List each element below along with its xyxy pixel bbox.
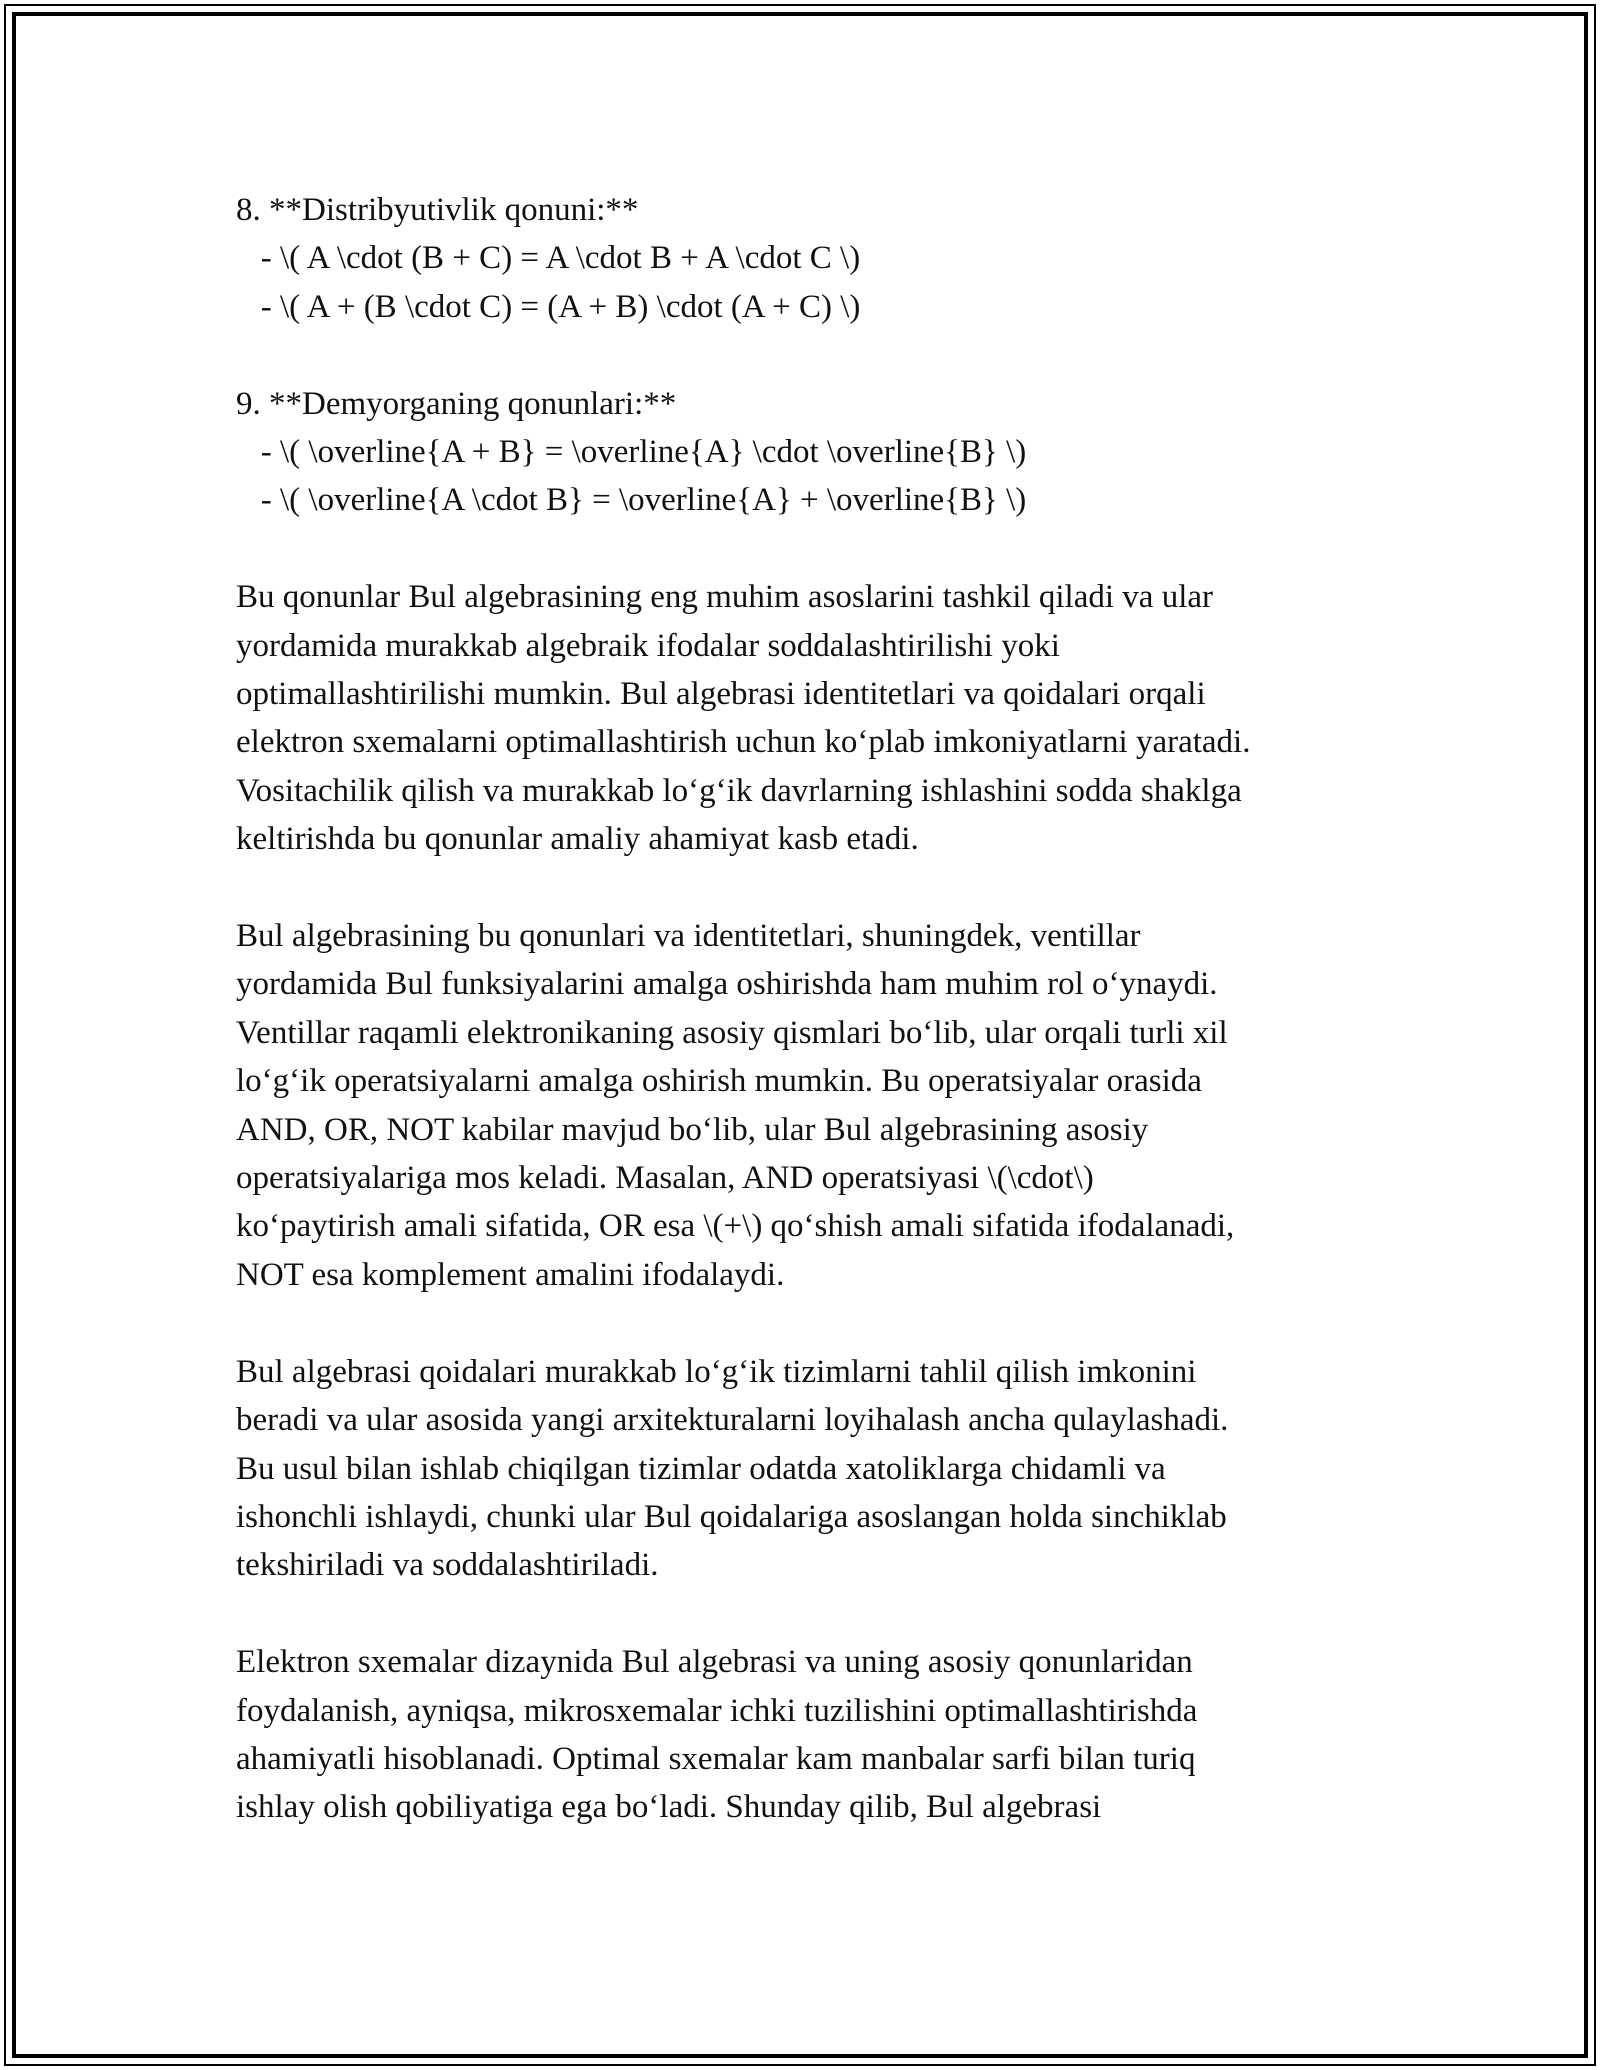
formula-line: - \( A + (B \cdot C) = (A + B) \cdot (A + C) \) xyxy=(236,288,861,325)
paragraph xyxy=(236,1348,1376,1590)
text-line: Bul algebrasining bu qonunlari va identitetlari, shuningdek, ventillar xyxy=(236,918,1141,955)
paragraph xyxy=(236,1638,1376,1832)
list-item-heading: 8. **Distribyutivlik qonuni:** xyxy=(236,192,639,228)
paragraph xyxy=(236,912,1376,1299)
text-line: ishonchli ishlaydi, chunki ular Bul qoidalariga asoslangan holda sinchiklab xyxy=(236,1498,1227,1535)
text-line: foydalanish, ayniqsa, mikrosxemalar ichki tuzilishini optimallashtirishda xyxy=(236,1692,1198,1729)
text-line: yordamida murakkab algebraik ifodalar soddalashtirilishi yoki xyxy=(236,627,1060,664)
paragraph xyxy=(236,573,1376,863)
text-line: tekshiriladi va soddalashtiriladi. xyxy=(236,1547,659,1584)
text-line: ishlay olish qobiliyatiga ega bo‘ladi. Shunday qilib, Bul algebrasi xyxy=(236,1789,1102,1826)
formula-line: - \( A \cdot (B + C) = A \cdot B + A \cdot C \) xyxy=(236,240,861,277)
list-item-distributive-law xyxy=(236,186,1376,331)
paragraph-gap xyxy=(236,864,1376,912)
text-line: AND, OR, NOT kabilar mavjud bo‘lib, ular Bul algebrasining asosiy xyxy=(236,1111,1149,1148)
text-line: NOT esa komplement amalini ifodalaydi. xyxy=(236,1256,785,1293)
list-item-demorgan-laws xyxy=(236,380,1376,525)
paragraph-gap xyxy=(236,331,1376,379)
text-line: Vositachilik qilish va murakkab lo‘g‘ik davrlarning ishlashini sodda shaklga xyxy=(236,772,1242,809)
paragraph-gap xyxy=(236,525,1376,573)
paragraph-gap xyxy=(236,1299,1376,1347)
formula-line: - \( \overline{A + B} = \overline{A} \cdot \overline{B} \) xyxy=(236,434,1027,471)
text-line: Ventillar raqamli elektronikaning asosiy qismlari bo‘lib, ular orqali turli xil xyxy=(236,1014,1228,1051)
document-body xyxy=(236,186,1376,1832)
list-item-heading: 9. **Demyorganing qonunlari:** xyxy=(236,385,677,422)
text-line: lo‘g‘ik operatsiyalarni amalga oshirish mumkin. Bu operatsiyalar orasida xyxy=(236,1063,1202,1100)
text-line: keltirishda bu qonunlar amaliy ahamiyat kasb etadi. xyxy=(236,821,919,858)
text-line: operatsiyalariga mos keladi. Masalan, AND operatsiyasi \(\cdot\) xyxy=(236,1160,1094,1197)
text-line: optimallashtirilishi mumkin. Bul algebrasi identitetlari va qoidalari orqali xyxy=(236,676,1206,713)
text-line: ko‘paytirish amali sifatida, OR esa \(+\) qo‘shish amali sifatida ifodalanadi, xyxy=(236,1208,1235,1245)
formula-line: - \( \overline{A \cdot B} = \overline{A} + \overline{B} \) xyxy=(236,482,1027,519)
text-line: yordamida Bul funksiyalarini amalga oshirishda ham muhim rol o‘ynaydi. xyxy=(236,966,1218,1003)
text-line: beradi va ular asosida yangi arxitekturalarni loyihalash ancha qulaylashadi. xyxy=(236,1402,1229,1439)
text-line: elektron sxemalarni optimallashtirish uchun ko‘plab imkoniyatlarni yaratadi. xyxy=(236,724,1251,761)
text-line: Bul algebrasi qoidalari murakkab lo‘g‘ik tizimlarni tahlil qilish imkonini xyxy=(236,1353,1197,1390)
text-line: Elektron sxemalar dizaynida Bul algebrasi va uning asosiy qonunlaridan xyxy=(236,1644,1193,1681)
text-line: ahamiyatli hisoblanadi. Optimal sxemalar kam manbalar sarfi bilan turiq xyxy=(236,1740,1196,1777)
text-line: Bu qonunlar Bul algebrasining eng muhim asoslarini tashkil qiladi va ular xyxy=(236,579,1213,616)
paragraph-gap xyxy=(236,1590,1376,1638)
text-line: Bu usul bilan ishlab chiqilgan tizimlar odatda xatoliklarga chidamli va xyxy=(236,1450,1166,1487)
